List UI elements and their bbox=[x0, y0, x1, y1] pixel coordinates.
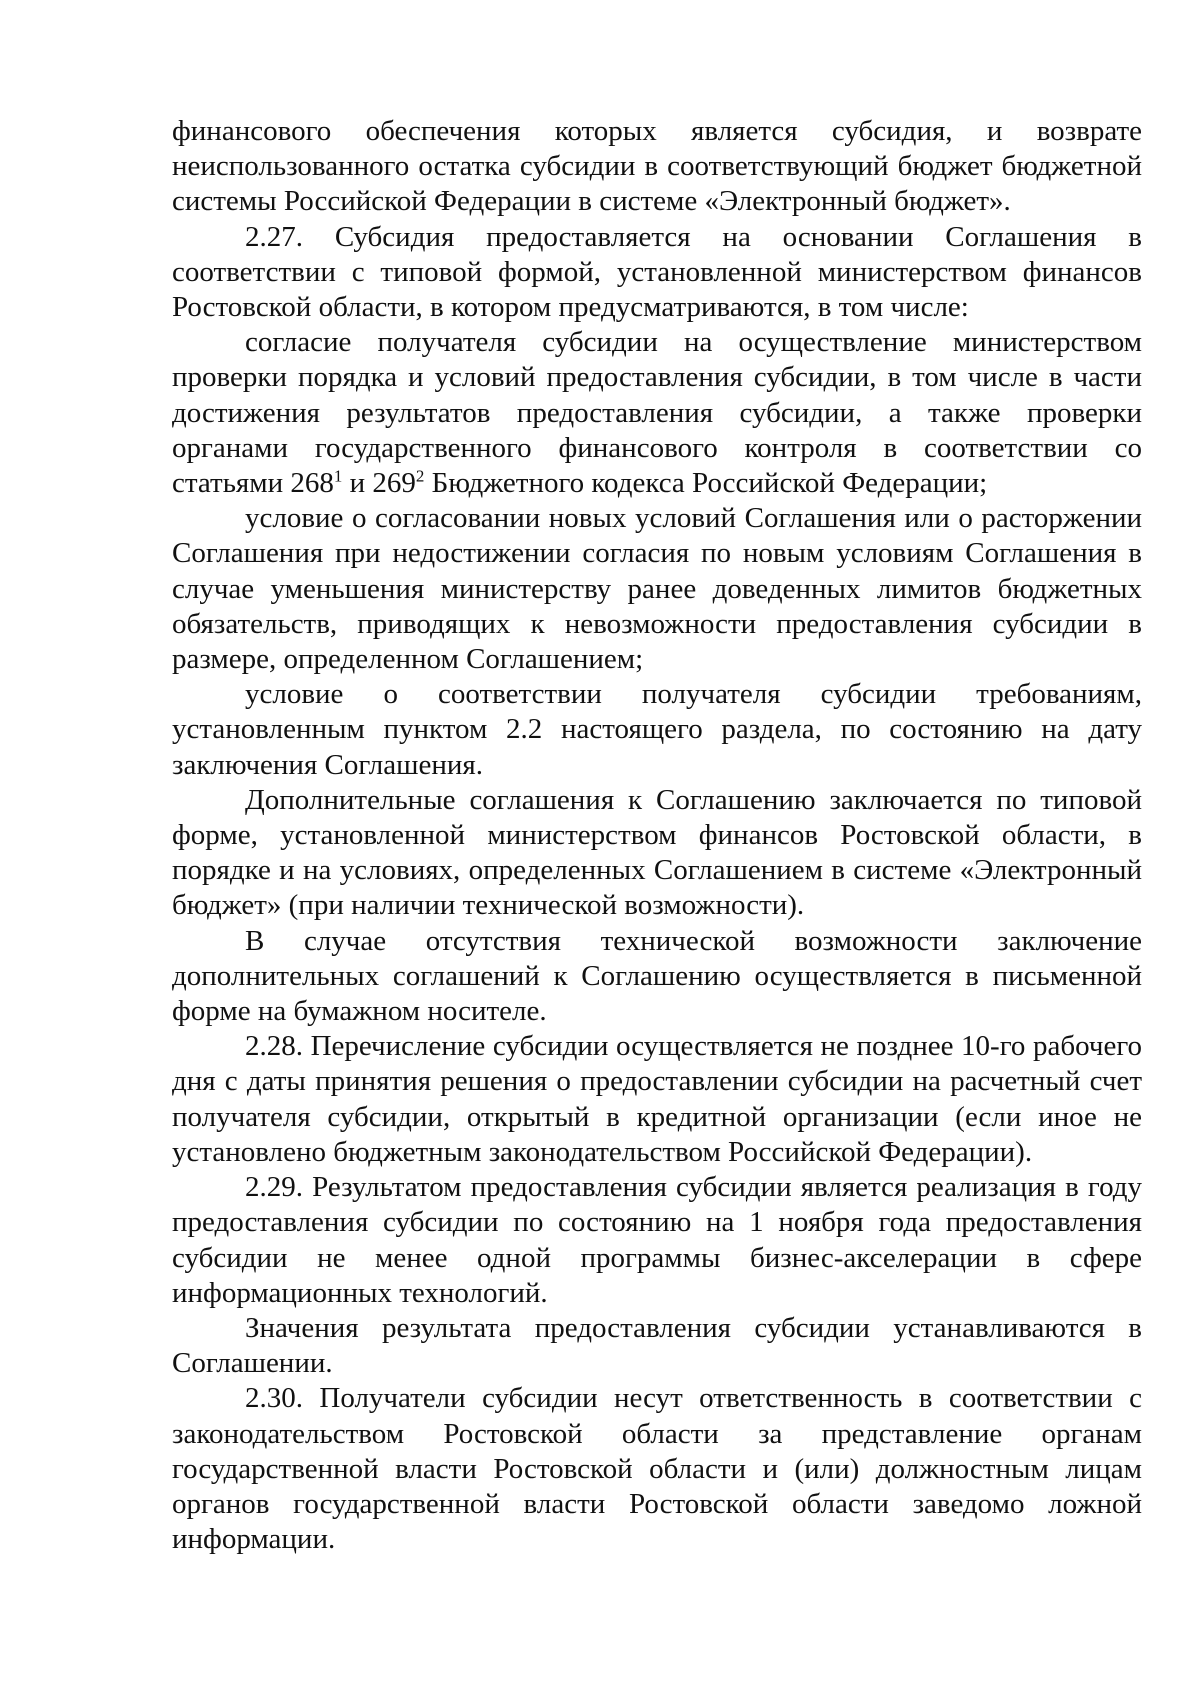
paragraph-text: условие о согласовании новых условий Соглашения или о расторжении Соглашения при недостижении согласия по новым условиям Соглашения в случае уменьшения министерству ранее доведенных лимитов бюджетных обязательств, приводящих к невозможности предоставления субсидии в размере, определенном Соглашением; bbox=[172, 502, 1142, 676]
superscript-2: 2 bbox=[415, 466, 425, 486]
paragraph-2-29 bbox=[172, 1170, 1142, 1311]
paragraph-text: и 269 bbox=[342, 467, 416, 500]
paragraph-text: 2.27. Субсидия предоставляется на основании Соглашения в соответствии с типовой формой, установленной министерством финансов Ростовской области, в котором предусматриваются, в том числе: bbox=[172, 220, 1142, 324]
paragraph-2-28 bbox=[172, 1029, 1142, 1170]
document-page bbox=[172, 114, 1142, 1557]
paragraph-text: условие о соответствии получателя субсидии требованиям, установленным пунктом 2.2 настоящего раздела, по состоянию на дату заключения Соглашения. bbox=[172, 678, 1142, 781]
paragraph-text: Бюджетного кодекса Российской Федерации; bbox=[424, 467, 988, 500]
paragraph-condition-compliance bbox=[172, 677, 1142, 783]
superscript-1: 1 bbox=[333, 466, 343, 486]
paragraph-2-27 bbox=[172, 220, 1142, 326]
paragraph-text: финансового обеспечения которых является субсидия, и возврате неиспользованного остатка субсидии в соответствующий бюджет бюджетной системы Российской Федерации в системе «Электронный бюджет». bbox=[172, 115, 1142, 218]
paragraph-text: согласие получателя субсидии на осуществление министерством проверки порядка и условий предоставления субсидии, в том числе в части достижения результатов предоставления субсидии, а также проверки органами государственного финансового контроля в соответствии со статьями 268 bbox=[172, 326, 1142, 500]
paragraph-text: 2.28. Перечисление субсидии осуществляется не позднее 10-го рабочего дня с даты принятия решения о предоставлении субсидии на расчетный счет получателя субсидии, открытый в кредитной организации (если иное не установлено бюджетным законодательством Российской Федерации). bbox=[172, 1030, 1142, 1168]
paragraph-text: Дополнительные соглашения к Соглашению заключается по типовой форме, установленной министерством финансов Ростовской области, в порядке и на условиях, определенных Соглашением в системе «Электронный бюджет» (при наличии технической возможности). bbox=[172, 783, 1142, 922]
paragraph-2-30 bbox=[172, 1381, 1142, 1557]
paragraph-continuation bbox=[172, 114, 1142, 220]
paragraph-consent bbox=[172, 325, 1142, 501]
paragraph-additional-agreements bbox=[172, 783, 1142, 924]
paragraph-condition-new bbox=[172, 501, 1142, 677]
paragraph-text: В случае отсутствия технической возможности заключение дополнительных соглашений к Соглашению осуществляется в письменной форме на бумажном носителе. bbox=[172, 924, 1142, 1028]
paragraph-values bbox=[172, 1311, 1142, 1381]
paragraph-text: 2.29. Результатом предоставления субсидии является реализация в году предоставления субсидии по состоянию на 1 ноября года предоставления субсидии не менее одной программы бизнес-акселерации в сфере информационных технологий. bbox=[172, 1171, 1142, 1309]
paragraph-absence bbox=[172, 924, 1142, 1030]
paragraph-text: 2.30. Получатели субсидии несут ответственность в соответствии с законодательством Ростовской области за представление органам государственной власти Ростовской области и (или) должностным лицам органов государственной власти Ростовской области заведомо ложной информации. bbox=[172, 1382, 1142, 1556]
paragraph-text: Значения результата предоставления субсидии устанавливаются в Соглашении. bbox=[172, 1311, 1142, 1380]
